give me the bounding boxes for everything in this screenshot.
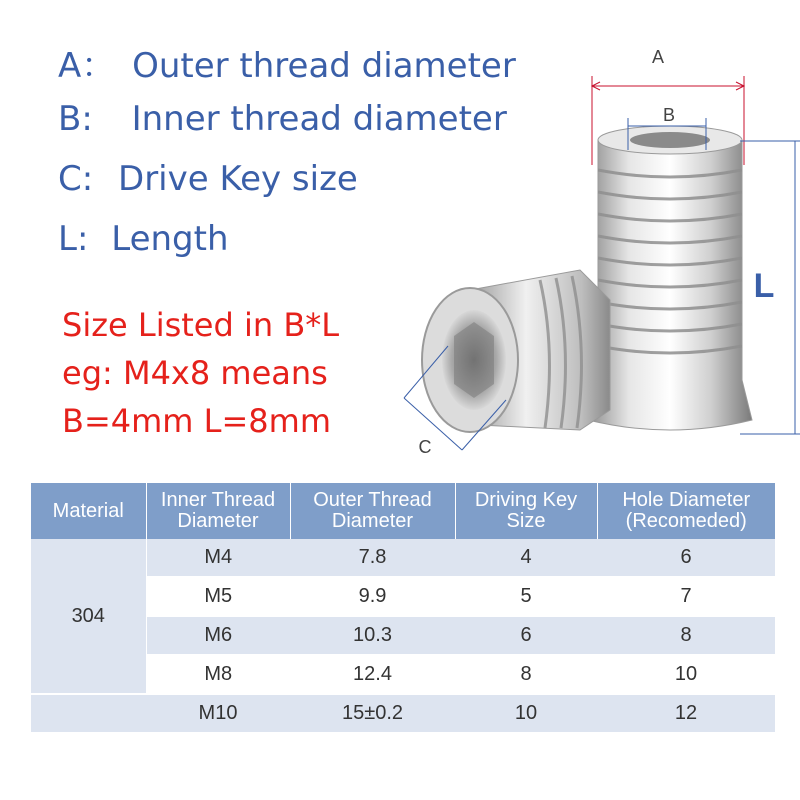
driving-key-cell: 8 bbox=[455, 655, 597, 694]
legend-a-key: A： bbox=[58, 46, 116, 86]
header-hole-diameter: Hole Diameter (Recomeded) bbox=[597, 483, 775, 539]
hole-diameter-cell: 6 bbox=[597, 539, 775, 577]
dimension-l-label: L bbox=[753, 267, 775, 305]
standing-insert bbox=[588, 126, 752, 430]
header-outer-thread-diameter: Outer Thread Diameter bbox=[290, 483, 455, 539]
table-row bbox=[31, 694, 775, 733]
dimension-a-label: A bbox=[651, 47, 665, 67]
threaded-insert-illustration bbox=[395, 40, 800, 470]
legend-l-text: Length bbox=[111, 219, 229, 259]
driving-key-cell: 10 bbox=[455, 694, 597, 733]
header-material: Material bbox=[31, 483, 146, 539]
dimension-c-label: C bbox=[418, 437, 432, 457]
lying-insert bbox=[422, 270, 610, 432]
size-note-line3: B=4mm L=8mm bbox=[62, 402, 331, 440]
legend-b-key: B: bbox=[58, 99, 93, 139]
legend-c-key: C: bbox=[58, 159, 94, 199]
header-inner-thread-diameter: Inner Thread Diameter bbox=[146, 483, 290, 539]
outer-thread-cell: 12.4 bbox=[290, 655, 455, 694]
header-driving-key-size: Driving Key Size bbox=[455, 483, 597, 539]
driving-key-cell: 5 bbox=[455, 577, 597, 616]
inner-thread-cell: M6 bbox=[146, 616, 290, 655]
legend-l bbox=[58, 219, 229, 259]
legend-c-text: Drive Key size bbox=[118, 159, 358, 199]
hole-diameter-cell: 12 bbox=[597, 694, 775, 733]
specification-table bbox=[31, 483, 775, 734]
inner-thread-cell: M10 bbox=[146, 694, 290, 733]
legend-c bbox=[58, 159, 358, 199]
outer-thread-cell: 15±0.2 bbox=[290, 694, 455, 733]
inner-thread-cell: M4 bbox=[146, 539, 290, 577]
legend-l-key: L: bbox=[58, 219, 89, 259]
material-cell: 304 bbox=[31, 539, 146, 694]
inner-thread-cell: M5 bbox=[146, 577, 290, 616]
driving-key-cell: 4 bbox=[455, 539, 597, 577]
driving-key-cell: 6 bbox=[455, 616, 597, 655]
size-note-line1: Size Listed in B*L bbox=[62, 306, 340, 344]
size-note-line2: eg: M4x8 means bbox=[62, 354, 328, 392]
legend-a-text: Outer thread diameter bbox=[132, 46, 516, 86]
table-row bbox=[31, 539, 775, 577]
dimension-b-label: B bbox=[662, 105, 676, 125]
outer-thread-cell: 10.3 bbox=[290, 616, 455, 655]
material-cell-empty bbox=[31, 694, 146, 733]
hole-diameter-cell: 7 bbox=[597, 577, 775, 616]
inner-thread-cell: M8 bbox=[146, 655, 290, 694]
outer-thread-cell: 9.9 bbox=[290, 577, 455, 616]
legend-b-text: Inner thread diameter bbox=[131, 99, 507, 139]
table-header-row bbox=[31, 483, 775, 539]
outer-thread-cell: 7.8 bbox=[290, 539, 455, 577]
hole-diameter-cell: 8 bbox=[597, 616, 775, 655]
hole-diameter-cell: 10 bbox=[597, 655, 775, 694]
